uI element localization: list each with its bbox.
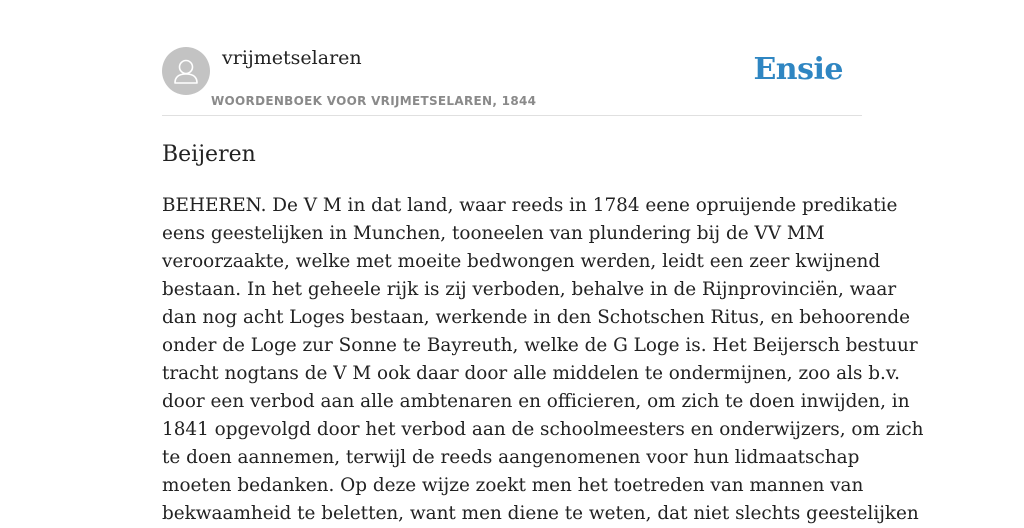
user-icon: [162, 47, 210, 95]
body-line: bestaan. In het geheele rijk is zij verboden, behalve in de Rijnprovinciën, waar: [162, 279, 897, 300]
username-link[interactable]: vrijmetselaren: [222, 47, 362, 69]
body-line: eens geestelijken in Munchen, tooneelen van plundering bij de VV MM: [162, 223, 825, 244]
body-line: BEHEREN. De V M in dat land, waar reeds in 1784 eene opruijende predikatie: [162, 195, 898, 216]
source-subtitle[interactable]: WOORDENBOEK VOOR VRIJMETSELAREN, 1844: [211, 94, 537, 108]
body-line: tracht nogtans de V M ook daar door alle middelen te ondermijnen, zoo als b.v.: [162, 363, 900, 384]
article-title: Beijeren: [162, 142, 256, 167]
body-line: veroorzaakte, welke met moeite bedwongen werden, leidt een zeer kwijnend: [162, 251, 881, 272]
avatar[interactable]: [162, 47, 210, 95]
body-line: bekwaamheid te beletten, want men diene te weten, dat niet slechts geestelijken: [162, 503, 919, 524]
body-line: dan nog acht Loges bestaan, werkende in den Schotschen Ritus, en behoorende: [162, 307, 911, 328]
body-line: te doen aannemen, terwijl de reeds aangenomenen voor hun lidmaatschap: [162, 447, 860, 468]
ensie-logo[interactable]: Ensie: [753, 52, 843, 87]
header-divider: [162, 115, 862, 116]
body-line: moeten bedanken. Op deze wijze zoekt men het toetreden van mannen van: [162, 475, 864, 496]
article-body: [162, 192, 924, 528]
body-line: 1841 opgevolgd door het verbod aan de schoolmeesters en onderwijzers, om zich: [162, 419, 924, 440]
body-line: onder de Loge zur Sonne te Bayreuth, welke de G Loge is. Het Beijersch bestuur: [162, 335, 918, 356]
body-line: door een verbod aan alle ambtenaren en officieren, om zich te doen inwijden, in: [162, 391, 910, 412]
